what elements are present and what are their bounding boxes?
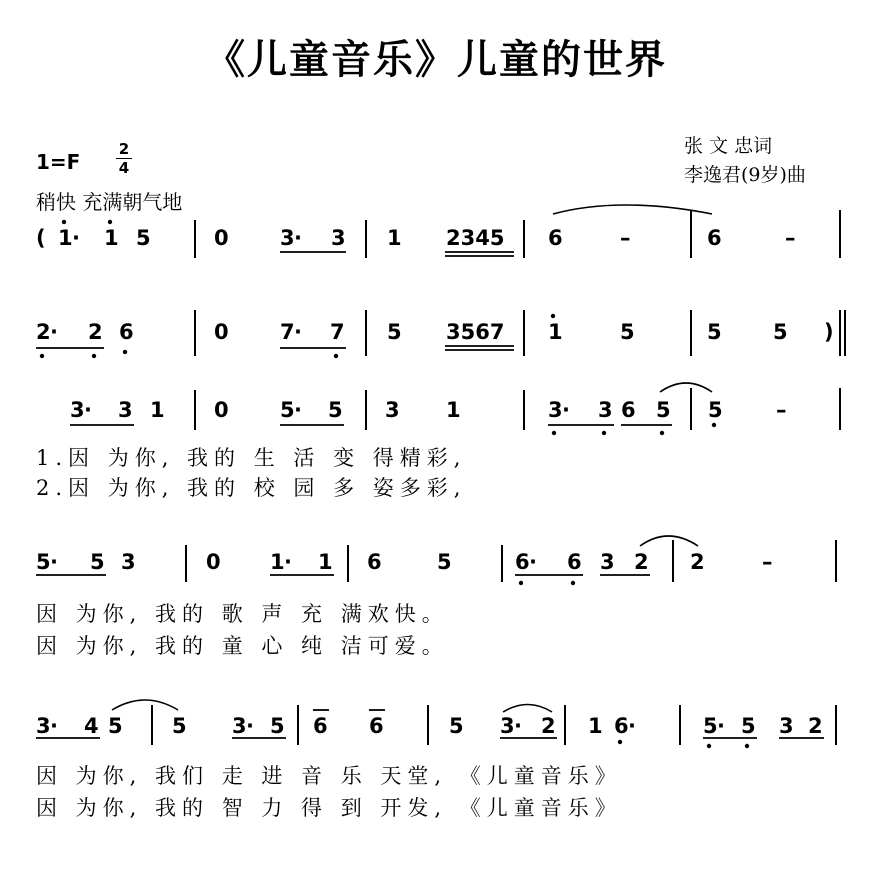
note: 6 [614, 714, 629, 738]
note: 5 [773, 320, 788, 344]
note: 1 [104, 226, 119, 250]
note: 3 [500, 714, 515, 738]
page-title: 《儿童音乐》儿童的世界 [205, 36, 667, 83]
note: – [762, 550, 773, 574]
note: 6 [515, 550, 530, 574]
note: 3 [121, 550, 136, 574]
lyric-line: 因 为你, 我的 智 力 得 到 开发, 《儿童音乐》 [36, 796, 622, 820]
note: 1 [387, 226, 402, 250]
note: · [529, 550, 537, 574]
note: 1 [150, 398, 165, 422]
note: – [620, 226, 631, 250]
note: – [785, 226, 796, 250]
note: 1 [548, 320, 563, 344]
note: 2 [36, 320, 51, 344]
note: 3 [598, 398, 613, 422]
composer-credit: 李逸君(9岁)曲 [684, 164, 806, 186]
note: 6 [567, 550, 582, 574]
note: 5 [707, 320, 722, 344]
note: 1 [270, 550, 285, 574]
note: · [84, 398, 92, 422]
lyric-line: 因 为你, 我们 走 进 音 乐 天堂, 《儿童音乐》 [36, 764, 622, 788]
note: 5 [270, 714, 285, 738]
note: 3 [118, 398, 133, 422]
note: · [294, 398, 302, 422]
note: 5 [449, 714, 464, 738]
note: 5 [280, 398, 295, 422]
note: 7 [280, 320, 295, 344]
note: 6 [119, 320, 134, 344]
note: 6 [313, 714, 328, 738]
note: 6 [369, 714, 384, 738]
note: 5 [437, 550, 452, 574]
note: · [294, 226, 302, 250]
note: 6 [548, 226, 563, 250]
note: 6 [621, 398, 636, 422]
note: 5 [708, 398, 723, 422]
tempo-marking: 稍快 充满朝气地 [36, 190, 183, 214]
note: 5 [36, 550, 51, 574]
note: 3 [280, 226, 295, 250]
note: 3 [232, 714, 247, 738]
note: 0 [214, 320, 229, 344]
note: 2 [634, 550, 649, 574]
note: 3 [331, 226, 346, 250]
note: 0 [214, 226, 229, 250]
note: 1 [58, 226, 73, 250]
note: · [562, 398, 570, 422]
lyric-line: 1.因 为你, 我的 生 活 变 得精彩, [36, 446, 467, 470]
note: 3 [36, 714, 51, 738]
note: 5 [172, 714, 187, 738]
note: 7 [330, 320, 345, 344]
note: 3 [779, 714, 794, 738]
note: 5 [620, 320, 635, 344]
key-signature: 1=F [36, 150, 81, 174]
note: ( [36, 226, 46, 250]
note: 1 [318, 550, 333, 574]
note: 5 [741, 714, 756, 738]
time-signature-bottom: 4 [118, 159, 130, 177]
note: · [514, 714, 522, 738]
note: 1 [446, 398, 461, 422]
note: 2345 [446, 226, 505, 250]
lyric-line: 因 为你, 我的 童 心 纯 洁可爱。 [36, 634, 449, 658]
note: 0 [206, 550, 221, 574]
note: · [284, 550, 292, 574]
note: 3 [385, 398, 400, 422]
note: · [717, 714, 725, 738]
note: 3567 [446, 320, 505, 344]
note: ) [824, 320, 834, 344]
note: 4 [84, 714, 99, 738]
note: 6 [367, 550, 382, 574]
note: 5 [703, 714, 718, 738]
note: 5 [387, 320, 402, 344]
note: 3 [600, 550, 615, 574]
note: 5 [90, 550, 105, 574]
lyricist-credit: 张 文 忠词 [684, 135, 773, 157]
note: 6 [707, 226, 722, 250]
note: 5 [108, 714, 123, 738]
note: 0 [214, 398, 229, 422]
note: · [50, 550, 58, 574]
note: 2 [541, 714, 556, 738]
note: – [776, 398, 787, 422]
note: 2 [808, 714, 823, 738]
note: 2 [88, 320, 103, 344]
lyric-line: 2.因 为你, 我的 校 园 多 姿多彩, [36, 476, 467, 500]
note: · [72, 226, 80, 250]
note: 1 [588, 714, 603, 738]
note: · [628, 714, 636, 738]
note: · [246, 714, 254, 738]
note: · [294, 320, 302, 344]
note: 3 [70, 398, 85, 422]
note: 5 [656, 398, 671, 422]
note: 2 [690, 550, 705, 574]
note: 3 [548, 398, 563, 422]
time-signature-top: 2 [118, 140, 130, 158]
note: · [50, 714, 58, 738]
note: 5 [328, 398, 343, 422]
note: 5 [136, 226, 151, 250]
lyric-line: 因 为你, 我的 歌 声 充 满欢快。 [36, 602, 449, 626]
note: · [50, 320, 58, 344]
